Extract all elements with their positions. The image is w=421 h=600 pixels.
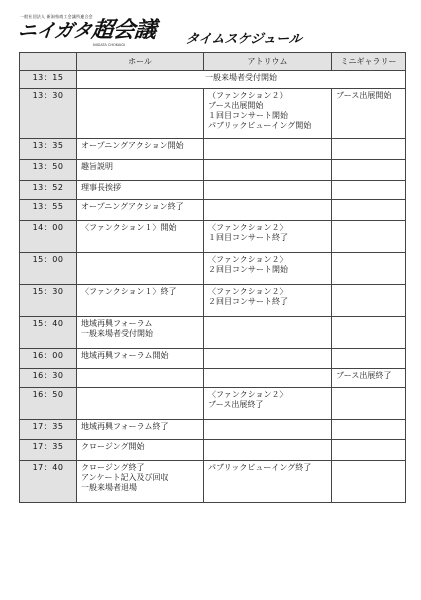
event-text: ブース出展終了 [208, 400, 264, 409]
logo-tagline: NIIGATA CHOKAIGI [93, 43, 126, 47]
time-label: 13：50 [32, 162, 64, 171]
atrium-cell [204, 388, 332, 420]
event-text: ブース出展開始 [336, 91, 392, 100]
event-text: オープニングアクション開始 [81, 141, 184, 150]
event-text: クロージング終了 [81, 463, 145, 472]
event-text: クロージング開始 [81, 442, 145, 451]
logo-katakana: ニイガタ [16, 20, 93, 42]
time-cell [20, 420, 77, 440]
time-cell [20, 181, 77, 200]
atrium-cell [204, 139, 332, 160]
event-text: （ファンクション２） [208, 91, 288, 100]
event-text: アンケート記入及び回収 [81, 473, 169, 482]
time-cell [20, 388, 77, 420]
time-cell [20, 221, 77, 253]
atrium-cell [204, 253, 332, 285]
hall-cell [77, 369, 204, 388]
hall-cell [77, 253, 204, 285]
time-label: 13：52 [32, 183, 64, 192]
gallery-cell [332, 181, 406, 200]
time-cell [20, 285, 77, 317]
hall-cell [77, 200, 204, 221]
time-label: 16：50 [32, 390, 64, 399]
table-row [20, 181, 406, 200]
logo-kanji: 超会議 [90, 18, 158, 43]
time-cell [20, 253, 77, 285]
table-row [20, 71, 406, 89]
hall-cell [77, 461, 204, 503]
table-row [20, 160, 406, 181]
time-cell [20, 71, 77, 89]
gallery-cell [332, 440, 406, 461]
gallery-cell [332, 139, 406, 160]
gallery-cell [332, 89, 406, 139]
time-label: 15：00 [32, 255, 64, 264]
hall-cell [77, 221, 204, 253]
time-cell [20, 461, 77, 503]
time-cell [20, 160, 77, 181]
page-header [18, 12, 408, 52]
gallery-cell [332, 285, 406, 317]
atrium-cell [204, 349, 332, 369]
atrium-cell [204, 221, 332, 253]
schedule-table [19, 52, 406, 503]
time-label: 17：35 [32, 442, 64, 451]
hall-cell [77, 440, 204, 461]
table-row [20, 89, 406, 139]
time-label: 15：40 [32, 319, 64, 328]
time-label: 17：35 [32, 422, 64, 431]
page-title: タイムスケジュール [185, 32, 303, 47]
event-text: 理事長挨拶 [81, 183, 121, 192]
event-text: ブース出展終了 [336, 371, 392, 380]
gallery-cell [332, 388, 406, 420]
table-row [20, 221, 406, 253]
table-row [20, 139, 406, 160]
table-row [20, 461, 406, 503]
atrium-cell [204, 461, 332, 503]
table-row [20, 420, 406, 440]
atrium-cell [204, 160, 332, 181]
event-text: １回目コンサート終了 [208, 233, 288, 242]
time-label: 16：30 [32, 371, 64, 380]
merged-event-cell [77, 71, 406, 89]
column-header-hall: ホール [77, 53, 204, 71]
hall-cell [77, 349, 204, 369]
time-label: 13：15 [32, 73, 64, 82]
gallery-cell [332, 221, 406, 253]
gallery-cell [332, 349, 406, 369]
hall-cell [77, 420, 204, 440]
event-text: 趣旨説明 [81, 162, 113, 171]
column-header-time [20, 53, 77, 71]
event-text: 一般来場者退場 [81, 483, 137, 492]
event-text: パブリックビューイング開始 [208, 121, 312, 130]
gallery-cell [332, 160, 406, 181]
atrium-cell [204, 420, 332, 440]
event-text: 〈ファンクション２〉 [208, 255, 288, 264]
hall-cell [77, 139, 204, 160]
organization-name: 一般社団法人 新潟県商工会議所連合会 [20, 14, 93, 19]
hall-cell [77, 285, 204, 317]
event-text: ２回目コンサート開始 [208, 265, 288, 274]
time-cell [20, 139, 77, 160]
event-text: 〈ファンクション１〉開始 [81, 223, 177, 232]
atrium-cell [204, 181, 332, 200]
time-cell [20, 89, 77, 139]
event-logo [17, 19, 157, 43]
time-label: 15：30 [32, 287, 64, 296]
table-row [20, 369, 406, 388]
time-cell [20, 369, 77, 388]
gallery-cell [332, 317, 406, 349]
atrium-cell [204, 285, 332, 317]
hall-cell [77, 388, 204, 420]
time-label: 16：00 [32, 351, 64, 360]
event-text: パブリックビューイング終了 [208, 463, 312, 472]
event-text: 一般来場者受付開始 [81, 329, 153, 338]
column-header-gallery: ミニギャラリー [332, 53, 406, 71]
atrium-cell [204, 200, 332, 221]
table-row [20, 285, 406, 317]
time-cell [20, 200, 77, 221]
gallery-cell [332, 200, 406, 221]
event-text: オープニングアクション終了 [81, 202, 184, 211]
table-row [20, 349, 406, 369]
event-text: 〈ファンクション２〉 [208, 223, 288, 232]
gallery-cell [332, 461, 406, 503]
event-text: 一般来場者受付開始 [205, 73, 277, 82]
table-row [20, 317, 406, 349]
time-label: 17：40 [32, 463, 64, 472]
hall-cell [77, 89, 204, 139]
table-row [20, 388, 406, 420]
time-label: 13：35 [32, 141, 64, 150]
gallery-cell [332, 420, 406, 440]
time-cell [20, 317, 77, 349]
time-cell [20, 440, 77, 461]
event-text: ブース出展開始 [208, 101, 264, 110]
event-text: 地域再興フォーラム終了 [81, 422, 169, 431]
event-text: 地域再興フォーラム [81, 319, 153, 328]
schedule-body [20, 71, 406, 503]
event-text: 〈ファンクション２〉 [208, 390, 288, 399]
gallery-cell [332, 253, 406, 285]
gallery-cell [332, 369, 406, 388]
event-text: 地域再興フォーラム開始 [81, 351, 169, 360]
time-label: 13：55 [32, 202, 64, 211]
event-text: １回目コンサート開始 [208, 111, 288, 120]
event-text: 〈ファンクション１〉終了 [81, 287, 177, 296]
event-text: 〈ファンクション２〉 [208, 287, 288, 296]
hall-cell [77, 317, 204, 349]
event-text: ２回目コンサート終了 [208, 297, 288, 306]
atrium-cell [204, 89, 332, 139]
time-label: 13：30 [32, 91, 64, 100]
table-header-row [20, 53, 406, 71]
time-cell [20, 349, 77, 369]
atrium-cell [204, 440, 332, 461]
table-row [20, 253, 406, 285]
hall-cell [77, 160, 204, 181]
table-row [20, 440, 406, 461]
hall-cell [77, 181, 204, 200]
table-row [20, 200, 406, 221]
atrium-cell [204, 317, 332, 349]
time-label: 14：00 [32, 223, 64, 232]
column-header-atrium: アトリウム [204, 53, 332, 71]
atrium-cell [204, 369, 332, 388]
